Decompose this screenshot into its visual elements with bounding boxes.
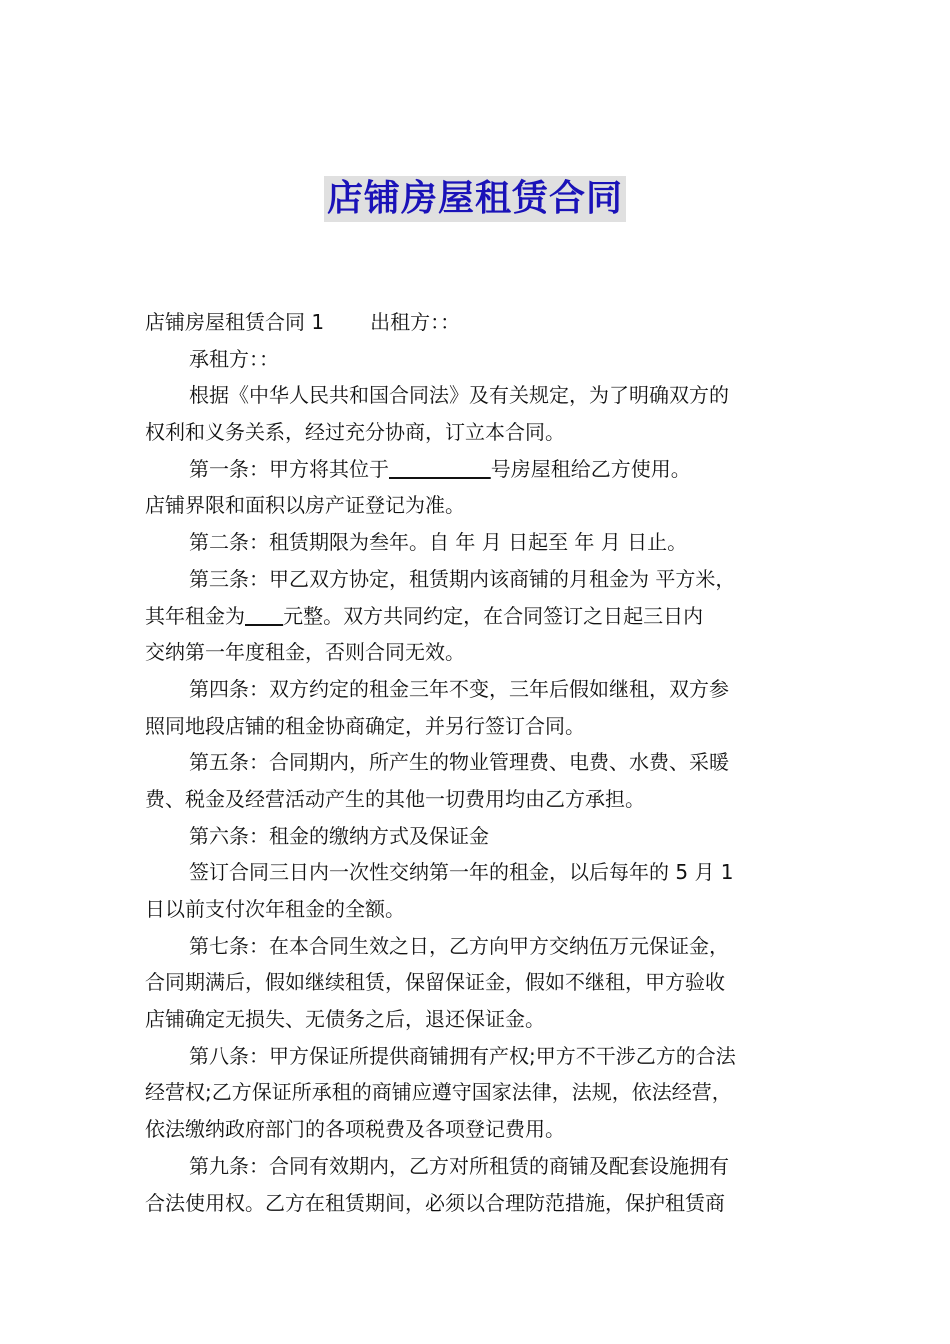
article-8-text: 依法缴纳政府部门的各项税费及各项登记费用。 — [145, 1117, 565, 1142]
article-5-line — [145, 744, 807, 781]
article-9-line — [145, 1148, 807, 1185]
contract-number: 店铺房屋租赁合同 1 — [145, 310, 325, 334]
paragraph-line — [145, 598, 807, 635]
lessee-line — [145, 341, 807, 378]
preamble-text: 权利和义务关系，经过充分协商，订立本合同。 — [145, 420, 565, 445]
article-7-text: 合同期满后，假如继续租赁，保留保证金，假如不继租，甲方验收 — [145, 970, 725, 995]
paragraph-line — [145, 377, 807, 414]
article-8-line — [145, 1038, 807, 1075]
title-wrap — [0, 176, 950, 222]
article-6-heading: 第六条：租金的缴纳方式及保证金 — [189, 823, 489, 848]
article-3-text: 其年租金为 — [145, 603, 245, 628]
article-3-line — [145, 561, 807, 598]
article-5-text: 第五条：合同期内，所产生的物业管理费、电费、水费、采暖 — [189, 750, 729, 775]
article-8-text: 第八条：甲方保证所提供商铺拥有产权;甲方不干涉乙方的合法 — [189, 1043, 736, 1068]
paragraph-line — [145, 1001, 807, 1038]
paragraph-line — [145, 891, 807, 928]
article-4-text: 第四条：双方约定的租金三年不变，三年后假如继租，双方参 — [189, 676, 729, 701]
article-3-text: 元整。双方共同约定，在合同签订之日起三日内 — [283, 603, 704, 628]
article-4-text: 照同地段店铺的租金协商确定，并另行签订合同。 — [145, 713, 585, 738]
article-6-line — [145, 818, 807, 855]
article-6-text: 日以前支付次年租金的全额。 — [145, 897, 405, 921]
article-3-text: 第三条：甲乙双方协定，租赁期内该商铺的月租金为 平方米， — [189, 566, 736, 591]
paragraph-line — [145, 854, 807, 891]
article-8-text: 经营权;乙方保证所承租的商铺应遵守国家法律，法规，依法经营， — [145, 1080, 732, 1105]
article-2-line — [145, 524, 807, 561]
paragraph-line — [145, 414, 807, 451]
document-title: 店铺房屋租赁合同 — [324, 176, 626, 222]
paragraph-line — [145, 634, 807, 671]
preamble-text: 根据《中华人民共和国合同法》及有关规定，为了明确双方的 — [189, 383, 729, 408]
article-1-text: 号房屋租给乙方使用。 — [490, 456, 691, 481]
rent-blank — [245, 604, 283, 628]
article-7-text: 店铺确定无损失、无债务之后，退还保证金。 — [145, 1007, 545, 1032]
paragraph-line — [145, 1111, 807, 1148]
article-9-text: 合法使用权。乙方在租赁期间，必须以合理防范措施，保护租赁商 — [145, 1190, 725, 1215]
article-5-text: 费、税金及经营活动产生的其他一切费用均由乙方承担。 — [145, 786, 645, 811]
article-1-line — [145, 451, 807, 488]
paragraph-line — [145, 1185, 807, 1222]
paragraph-line — [145, 487, 807, 524]
article-2-text: 第二条：租赁期限为叁年。自 年 月 日起至 年 月 日止。 — [189, 530, 688, 555]
article-7-text: 第七条：在本合同生效之日，乙方向甲方交纳伍万元保证金， — [189, 933, 729, 958]
article-1-text: 第一条：甲方将其位于 — [189, 456, 389, 481]
paragraph-line — [145, 1074, 807, 1111]
article-9-text: 第九条：合同有效期内，乙方对所租赁的商铺及配套设施拥有 — [189, 1153, 729, 1178]
address-blank — [389, 457, 491, 481]
lessor-label: 出租方：： — [370, 310, 461, 334]
contract-body — [145, 304, 807, 1221]
article-1-text: 店铺界限和面积以房产证登记为准。 — [145, 493, 465, 518]
paragraph-line — [145, 708, 807, 745]
lessee-label: 承租方：： — [189, 346, 279, 371]
article-6-text: 签订合同三日内一次性交纳第一年的租金，以后每年的 5 月 1 — [189, 860, 734, 885]
contract-header-line — [145, 304, 807, 341]
article-4-line — [145, 671, 807, 708]
paragraph-line — [145, 781, 807, 818]
paragraph-line — [145, 964, 807, 1001]
article-3-text: 交纳第一年度租金，否则合同无效。 — [145, 640, 465, 665]
article-7-line — [145, 928, 807, 965]
